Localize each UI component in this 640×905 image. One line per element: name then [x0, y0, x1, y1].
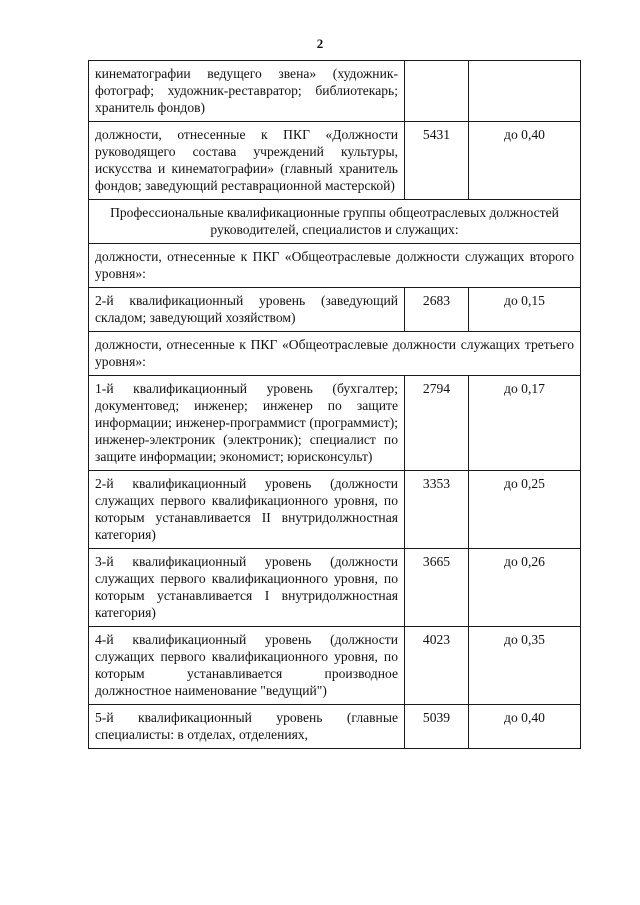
coefficient: до 0,25 [469, 471, 581, 549]
base-salary: 3665 [405, 549, 469, 627]
base-salary: 5431 [405, 122, 469, 200]
subgroup-header: должности, отнесенные к ПКГ «Общеотраслевые должности служащих третьего уровня»: [89, 332, 581, 376]
position-name: 5-й квалификационный уровень (главные специалисты: в отделах, отделениях, [89, 705, 405, 749]
subgroup-header-row [89, 332, 581, 376]
position-name: кинематографии ведущего звена» (художник-фотограф; художник-реставратор; библиотекарь; хранитель фондов) [89, 61, 405, 122]
subgroup-header-row [89, 244, 581, 288]
table-row [89, 627, 581, 705]
table-row [89, 549, 581, 627]
table-row [89, 288, 581, 332]
table-row [89, 61, 581, 122]
base-salary: 4023 [405, 627, 469, 705]
coefficient: до 0,17 [469, 376, 581, 471]
subgroup-header: должности, отнесенные к ПКГ «Общеотраслевые должности служащих второго уровня»: [89, 244, 581, 288]
group-header-row [89, 200, 581, 244]
coefficient: до 0,40 [469, 122, 581, 200]
position-name: должности, отнесенные к ПКГ «Должности руководящего состава учреждений культуры, искусства и кинематографии» (главный хранитель фондов; заведующий реставрационной мастерской) [89, 122, 405, 200]
coefficient: до 0,15 [469, 288, 581, 332]
coefficient: до 0,26 [469, 549, 581, 627]
group-header: Профессиональные квалификационные группы общеотраслевых должностей руководителей, специалистов и служащих: [89, 200, 581, 244]
table-row [89, 376, 581, 471]
base-salary: 2683 [405, 288, 469, 332]
coefficient: до 0,40 [469, 705, 581, 749]
position-name: 3-й квалификационный уровень (должности служащих первого квалификационного уровня, по которым устанавливается I внутридолжностная категория) [89, 549, 405, 627]
table-row [89, 471, 581, 549]
salary-table [88, 60, 581, 749]
coefficient [469, 61, 581, 122]
position-name: 2-й квалификационный уровень (должности служащих первого квалификационного уровня, по которым устанавливается II внутридолжностная категория) [89, 471, 405, 549]
page-number: 2 [316, 36, 324, 51]
base-salary [405, 61, 469, 122]
position-name: 4-й квалификационный уровень (должности служащих первого квалификационного уровня, по которым устанавливается производное должностное наименование "ведущий") [89, 627, 405, 705]
table-row [89, 705, 581, 749]
table-row [89, 122, 581, 200]
base-salary: 3353 [405, 471, 469, 549]
coefficient: до 0,35 [469, 627, 581, 705]
position-name: 2-й квалификационный уровень (заведующий складом; заведующий хозяйством) [89, 288, 405, 332]
base-salary: 5039 [405, 705, 469, 749]
base-salary: 2794 [405, 376, 469, 471]
position-name: 1-й квалификационный уровень (бухгалтер; документовед; инженер; инженер по защите информации; инженер-программист (программист); инженер-электроник (электроник); специалист по защите информации; экономист; юрисконсульт) [89, 376, 405, 471]
